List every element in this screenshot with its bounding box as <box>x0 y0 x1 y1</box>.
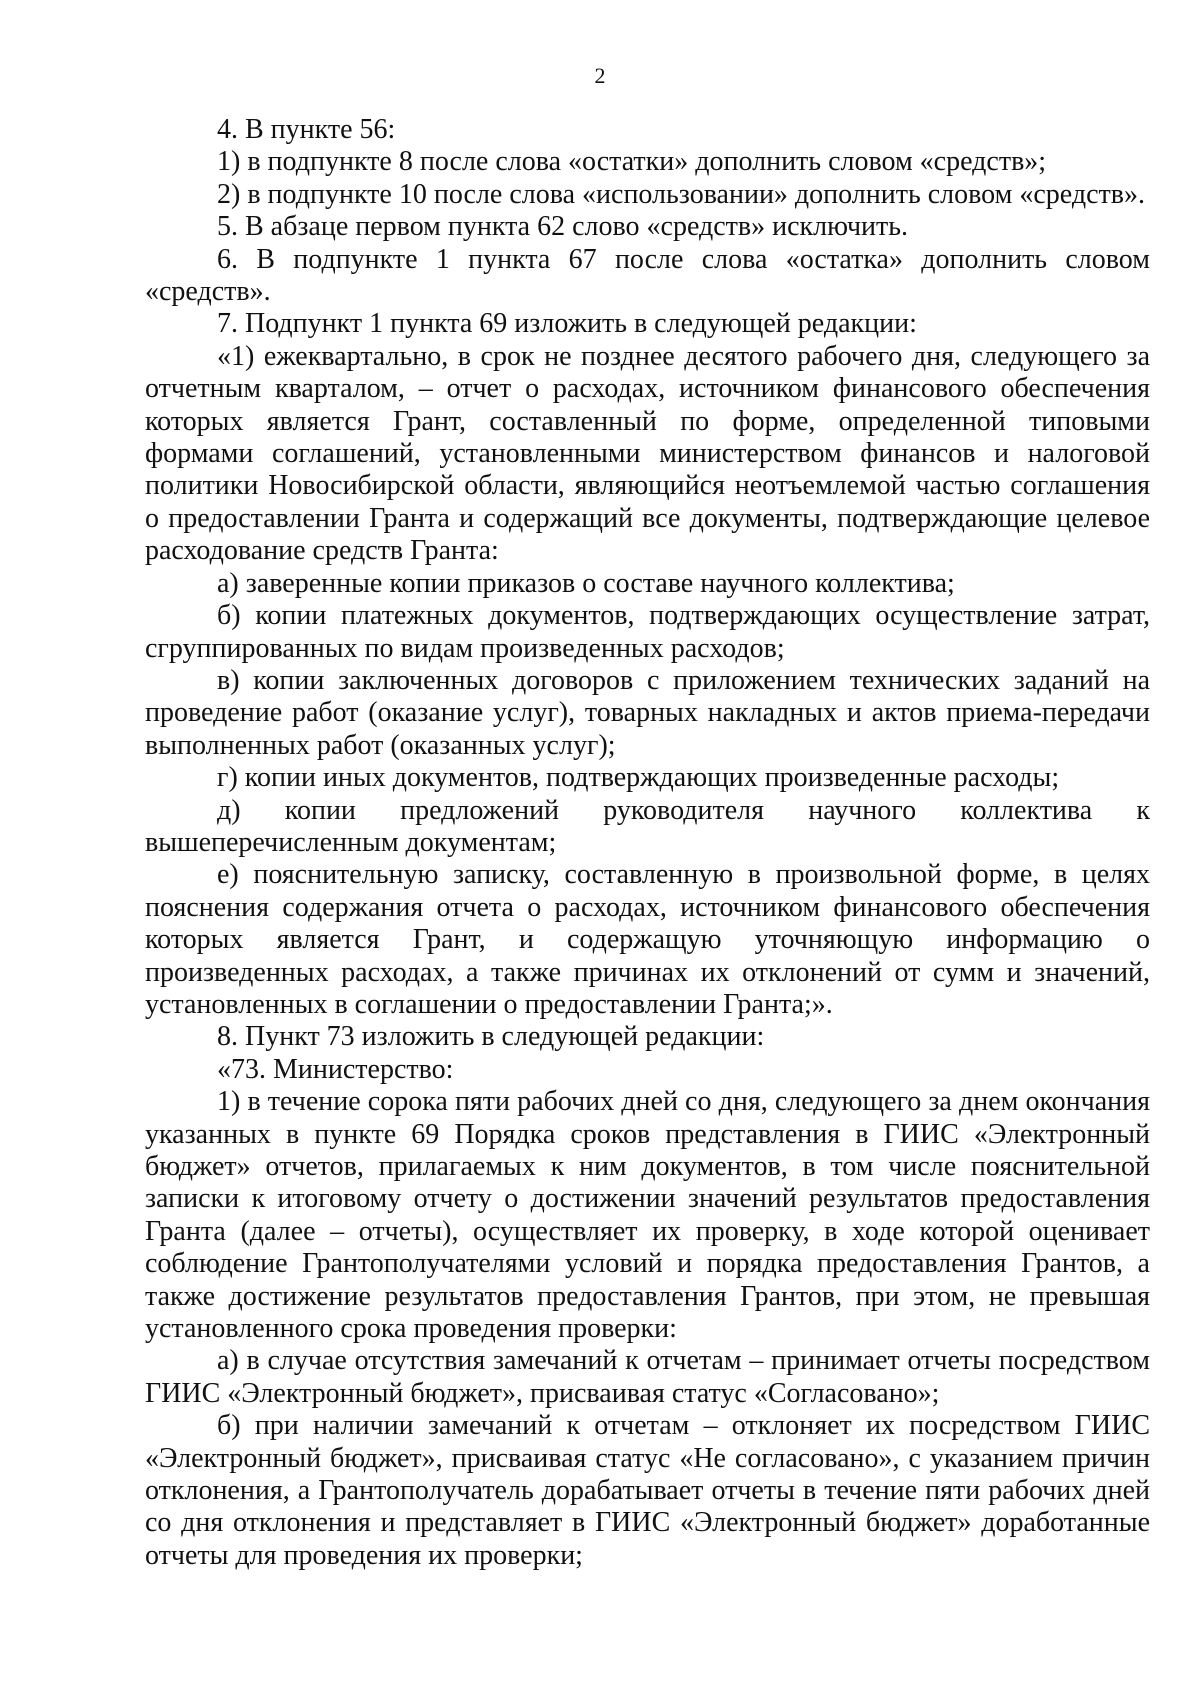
paragraph-subitem-2: 2) в подпункте 10 после слова «использовании» дополнить словом «средств». <box>217 178 1145 210</box>
paragraph-quoted-subitem-1: «1) ежеквартально, в срок не позднее десятого рабочего дня, следующего за отчетным кварталом, – отчет о расходах, источником финансового обеспечения которых является Грант, составленный по форме, определенной типовыми формами соглашений, установленными министерством финансов и налоговой политики Новосибирской области, являющийся неотъемлемой частью соглашения о предоставлении Гранта и содержащий все документы, подтверждающие целевое расходование средств Гранта: <box>145 340 1150 567</box>
paragraph-item-8: 8. Пункт 73 изложить в следующей редакции: <box>217 1021 765 1053</box>
paragraph-letter-e: е) пояснительную записку, составленную в произвольной форме, в целях пояснения содержания отчета о расходах, источником финансового обеспечения которых является Грант, и содержащую уточняющую информацию о произведенных расходах, а также причинах их отклонений от сумм и значений, установленных в соглашении о предоставлении Гранта;». <box>145 859 1150 1020</box>
document-body <box>145 114 1150 1572</box>
paragraph-item-73-letter-a: а) в случае отсутствия замечаний к отчетам – принимает отчеты посредством ГИИС «Электронный бюджет», присваивая статус «Согласовано»; <box>145 1345 1150 1409</box>
paragraph-item-4: 4. В пункте 56: <box>217 114 396 145</box>
paragraph-letter-b: б) копии платежных документов, подтверждающих осуществление затрат, сгруппированных по видам произведенных расходов; <box>145 600 1150 664</box>
paragraph-item-73-subitem-1: 1) в течение сорока пяти рабочих дней со дня, следующего за днем окончания указанных в пункте 69 Порядка сроков представления в ГИИС «Электронный бюджет» отчетов, прилагаемых к ним документов, в том числе пояснительной записки к итоговому отчету о достижении значений результатов предоставления Гранта (далее – отчеты), осуществляет их проверку, в ходе которой оценивает соблюдение Грантополучателями условий и порядка предоставления Грантов, а также достижение результатов предоставления Грантов, при этом, не превышая установленного срока проведения проверки: <box>145 1086 1150 1345</box>
paragraph-subitem-1: 1) в подпункте 8 после слова «остатки» дополнить словом «средств»; <box>217 146 1047 178</box>
paragraph-item-6: 6. В подпункте 1 пункта 67 после слова «остатка» дополнить словом «средств». <box>145 243 1150 308</box>
paragraph-letter-d: д) копии предложений руководителя научного коллектива к вышеперечисленным документам; <box>145 794 1150 858</box>
paragraph-letter-g: г) копии иных документов, подтверждающих произведенные расходы; <box>217 762 1060 794</box>
page-number: 2 <box>594 63 606 88</box>
paragraph-letter-v: в) копии заключенных договоров с приложением технических заданий на проведение работ (оказание услуг), товарных накладных и актов приема-передачи выполненных работ (оказанных услуг); <box>145 664 1150 761</box>
paragraph-quoted-item-73: «73. Министерство: <box>217 1053 454 1085</box>
paragraph-item-73-letter-b: б) при наличии замечаний к отчетам – отклоняет их посредством ГИИС «Электронный бюджет», присваивая статус «Не согласовано», с указанием причин отклонения, а Грантополучатель дорабатывает отчеты в течение пяти рабочих дней со дня отклонения и представляет в ГИИС «Электронный бюджет» доработанные отчеты для проведения их проверки; <box>145 1410 1150 1571</box>
paragraph-item-7: 7. Подпункт 1 пункта 69 изложить в следующей редакции: <box>217 308 917 340</box>
paragraph-item-5: 5. В абзаце первом пункта 62 слово «средств» исключить. <box>217 211 909 243</box>
paragraph-letter-a: а) заверенные копии приказов о составе научного коллектива; <box>217 567 955 599</box>
